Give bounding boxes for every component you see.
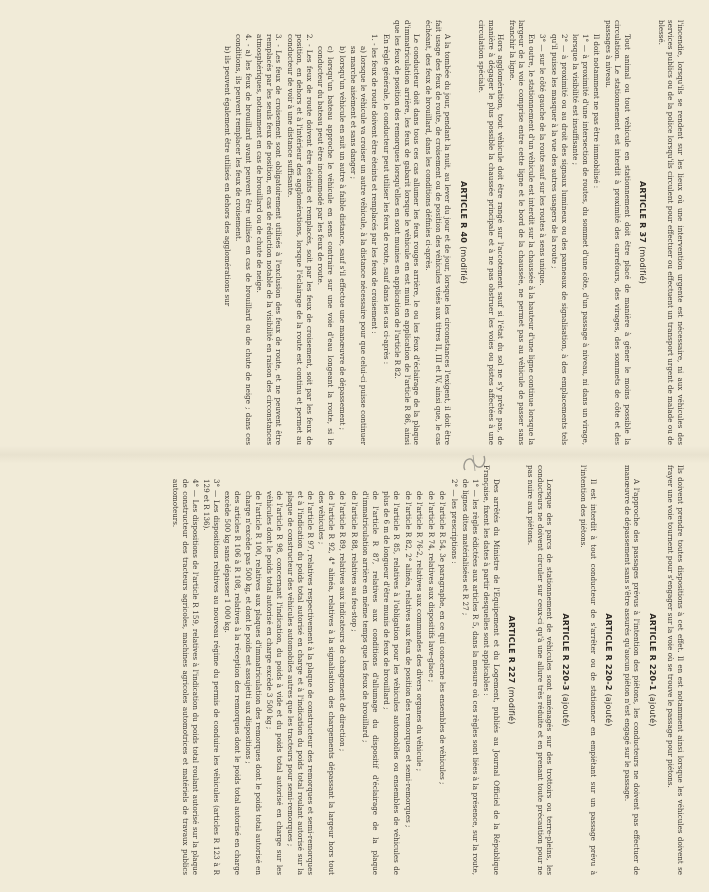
list-item: 2° — les prescriptions : <box>449 479 459 564</box>
sub-list-item: de l'article R 54, 3e paragraphe, en ce qui concerne les ensembles de véhicules ; <box>438 491 448 785</box>
sub-list-item: de l'article R 98, concernant l'indication, du poids à vide et du poids total autorisé en charge sur les véhicules dont le poids total autorisé en charge excède 3 500 kg ; <box>265 491 284 875</box>
sub-list-item: de l'article R 82, 2° alinéa, relatives aux feux de position des remorques et semi-remorques ; <box>403 491 413 828</box>
body-paragraph: Lorsque des parcs de stationnement de véhicules sont aménagés sur des trottoirs ou terre-pleins, les conducteurs ne doivent circuler sur ceux-ci qu'à une allure très réduite et en prenant toute précaution pour ne pas nuire aux piétons. <box>525 465 555 875</box>
sub-list-item: de l'article R 76-2, relatives aux commandes des divers organes du véhicule ; <box>415 491 425 772</box>
sub-list-item: a) lorsque le véhicule va croiser un autre véhicule, à la distance nécessaire pour que celui-ci puisse continuer sa marche aisément et sans danger ; <box>349 46 368 445</box>
sub-list-item: de l'article R 89, relatives aux indicateurs de changement de direction ; <box>338 491 348 752</box>
body-paragraph: Il est interdit à tout conducteur de s'arrêter ou de stationner en empiétant sur un passage prévu à l'intention des piétons. <box>579 465 598 875</box>
list-item: 1° — à proximité d'une intersection de routes, du sommet d'une côte, d'un passage à niveau, ni dans un virage, lorsque la visibilité est insuffisante ; <box>571 34 590 445</box>
sub-list-item: c) lorsqu'un bateau approche le véhicule en sens contraire sur une voie d'eau longeant la route, si le conducteur du bateau peut être incommodé par les feux de route. <box>316 46 336 445</box>
sub-list-item: de l'article R 87, relatives aux conditions d'allumage du dispositif d'éclairage de la plaque d'immatriculation arrière en même temps que les feux de brouillard ; <box>361 491 380 875</box>
article-status: (ajouté) <box>560 693 570 727</box>
body-paragraph: Ils doivent prendre toutes dispositions à cet effet. Il en est notamment ainsi lorsque les véhicules doivent se frayer une voie tournent pour s'engager sur la voie où se trouve le passage pour piétons. <box>666 465 685 875</box>
left-text-column <box>21 20 685 445</box>
sub-list-item: de l'article R 88, relatives au feu-stop ; <box>349 491 359 632</box>
sub-list-item: de l'article R 97, relatives respectivement à la plaque de constructeur des remorques et semi-remorques et à l'indication du poids total autorisé en charge et à l'indication du poids total roulant autorisé sur la plaque de constructeur des véhicules automobiles autres que les tracteurs pour semi-remorques ; <box>286 491 315 875</box>
body-paragraph: Tout animal ou tout véhicule en stationnement doit être placé de manière à gêner le moins possible la circulation. Le stationnement est interdit à proximité des carrefours, des virages, des sommets de côte et des passages à niveau. <box>603 20 632 445</box>
article-status: (ajouté) <box>647 693 657 727</box>
article-heading <box>507 465 517 875</box>
body-paragraph: Le conducteur doit dans tous ces cas allumer les feux rouges arrière, le ou les feux d'éclairage de la plaque d'immatriculation arrière, les feux de gabarit lorsque le véhicule en est muni en application de l'article R 86, ainsi que les feux de position des remorques lorsqu'elles en sont munies en application de l'article R 82. <box>393 20 422 445</box>
body-paragraph: l'incendie, lorsqu'ils se rendent sur les lieux où une intervention urgente est nécessaire, ni aux véhicules des services publics ou de la police lorsqu'ils circulent pour effectuer ou effectuent un transport urgent de malade ou de blessé. <box>656 20 685 445</box>
article-heading <box>458 20 468 445</box>
article-status: (modifié) <box>458 246 468 285</box>
sub-list-item: b) lorsqu'un véhicule en suit un autre à faible distance, sauf s'il effectue une manœuvre de dépassement ; <box>337 46 347 431</box>
article-number: ARTICLE R 220-1 <box>647 613 657 691</box>
body-paragraph: En outre, le stationnement d'un véhicule est interdit sur la chaussée à la hauteur d'une ligne continue lorsque la largeur de la voie comprise entre cette ligne et le bord de la chaussée, ne permet pas au véhicule de passer sans franchir la ligne. <box>507 20 536 445</box>
right-text-column <box>21 465 685 875</box>
body-paragraph: Il doit notamment ne pas être immobilisé : <box>592 34 602 189</box>
list-item: 4. - a) les feux de brouillard avant peuvent être utilisés en cas de brouillard ou de chute de neige ; dans ces conditions, ils peuvent remplacer les feux de croisement. <box>234 34 253 445</box>
article-heading <box>604 465 614 875</box>
body-paragraph: A la tombée du jour, pendant la nuit, au lever du jour et de jour, lorsque les circonstances l'exigent, il doit être fait usage des feux de route, de croisement ou de position des véhicules visés aux titres II, III et IV, ainsi que, le cas échéant, des feux de brouillard, dans les conditions définies ci-après. <box>423 20 453 445</box>
sub-list-item: de l'article R 74, relatives aux dispositifs lave-glace ; <box>426 491 436 683</box>
article-number: ARTICLE R 220-2 <box>604 613 614 691</box>
article-number: ARTICLE R 37 <box>638 180 648 244</box>
list-item: 2° — à proximité ou au droit des signaux lumineux ou des panneaux de signalisation, à des emplacements tels qu'il puisse les masquer à la vue des autres usagers de la route ; <box>549 34 569 445</box>
body-paragraph: Hors agglomération, tout véhicule doit être rangé sur l'accotement sauf si l'état du sol ne s'y prête pas, de manière à dégager le plus possible la chaussée principale et à ne pas obstruer les voies ou pistes affectées à une circulation spéciale. <box>477 20 506 445</box>
sub-list-item: de l'article R 85, relatives à l'obligation pour les véhicules automobiles ou ensembles de véhicules de plus de 6 m de longueur d'être munis de feux de brouillard ; <box>382 491 401 875</box>
article-number: ARTICLE R 220-3 <box>560 613 570 691</box>
sub-list-item: de l'article R 100, relatives aux plaques d'immatriculation des remorques dont le poids total autorisé en charge n'excède pas 500 kg, et dont le poids est assujetti aux dispositions ; <box>244 491 263 875</box>
page-fold-shadow <box>0 446 709 464</box>
article-status: (modifié) <box>507 686 517 725</box>
sub-list-item: de l'article R 92, 4° alinéa, relatives à la signalisation des chargements dépassant la largeur hors tout des véhicules ; <box>317 491 336 875</box>
article-number: ARTICLE R 227 <box>507 615 517 684</box>
article-heading <box>560 465 570 875</box>
sub-list-item: b) ils peuvent également être utilisés en dehors des agglomérations sur <box>222 46 232 307</box>
body-paragraph: En règle générale, le conducteur peut utiliser les feux de route, sauf dans les cas ci-après : <box>381 34 391 365</box>
list-item: 2. - Les feux de route doivent être éteints et remplacés, soit par les feux de croisement, soit par les feux de position, en dehors et à l'intérieur des agglomérations, lorsque l'éclairage de la route est continu et permet au conducteur de voir à une distance suffisante. <box>285 34 314 445</box>
list-item: 3° — Les dispositions relatives au nouveau régime du permis de conduire les véhicules (articles R 123 à R 129 et R 136). <box>202 479 221 875</box>
body-paragraph: Des arrêtés du Ministre de l'Equipement et du Logement, publiés au Journal Officiel de la République Française, fixent les dates à partir desquelles sont applicables : <box>482 465 501 875</box>
list-item: 1° — les règles édictées aux articles R 5, dans la mesure où ces règles sont liées à la présence, sur la route, de lignes dites matérialisées et R 27 ; <box>461 479 480 875</box>
article-heading <box>638 20 648 445</box>
article-status: (modifié) <box>638 246 648 285</box>
article-number: ARTICLE R 40 <box>458 180 468 244</box>
list-item: 1. - les feux de route doivent être éteints et remplacés par les feux de croisement : <box>370 34 380 334</box>
sub-list-item: des articles R 106 à R 108, relatives à la réception des remorques dont le poids total autorisé en charge excède 500 kg sans dépasser 1 000 kg. <box>223 491 242 875</box>
article-heading <box>647 465 657 875</box>
list-item: 4° — Les dispositions de l'article R 159, relatives à l'indication du poids total roulant autorisé sur la plaque de constructeur des tracteurs agricoles, machines agricoles automotrices et matériels de travaux publics automoteurs. <box>171 479 200 875</box>
list-item: 3° — sur le côté gauche de la route sauf sur les routes à sens unique. <box>538 34 548 286</box>
body-paragraph: A l'approche des passages prévus à l'intention des piétons, les conducteurs ne doivent pas effectuer de manœuvre de dépassement sans s'être assurés qu'aucun piéton n'est engagé sur le passage. <box>622 465 642 875</box>
article-status: (ajouté) <box>604 693 614 727</box>
list-item: 3. - Les feux de croisement sont obligatoirement utilisés à l'exclusion des feux de route, et ne peuvent être remplacés par les seuls feux de position, en cas de réduction notable de la visibilité en raison des circonstances atmosphériques, notamment en cas de brouillard ou de chute de neige. <box>255 34 284 445</box>
